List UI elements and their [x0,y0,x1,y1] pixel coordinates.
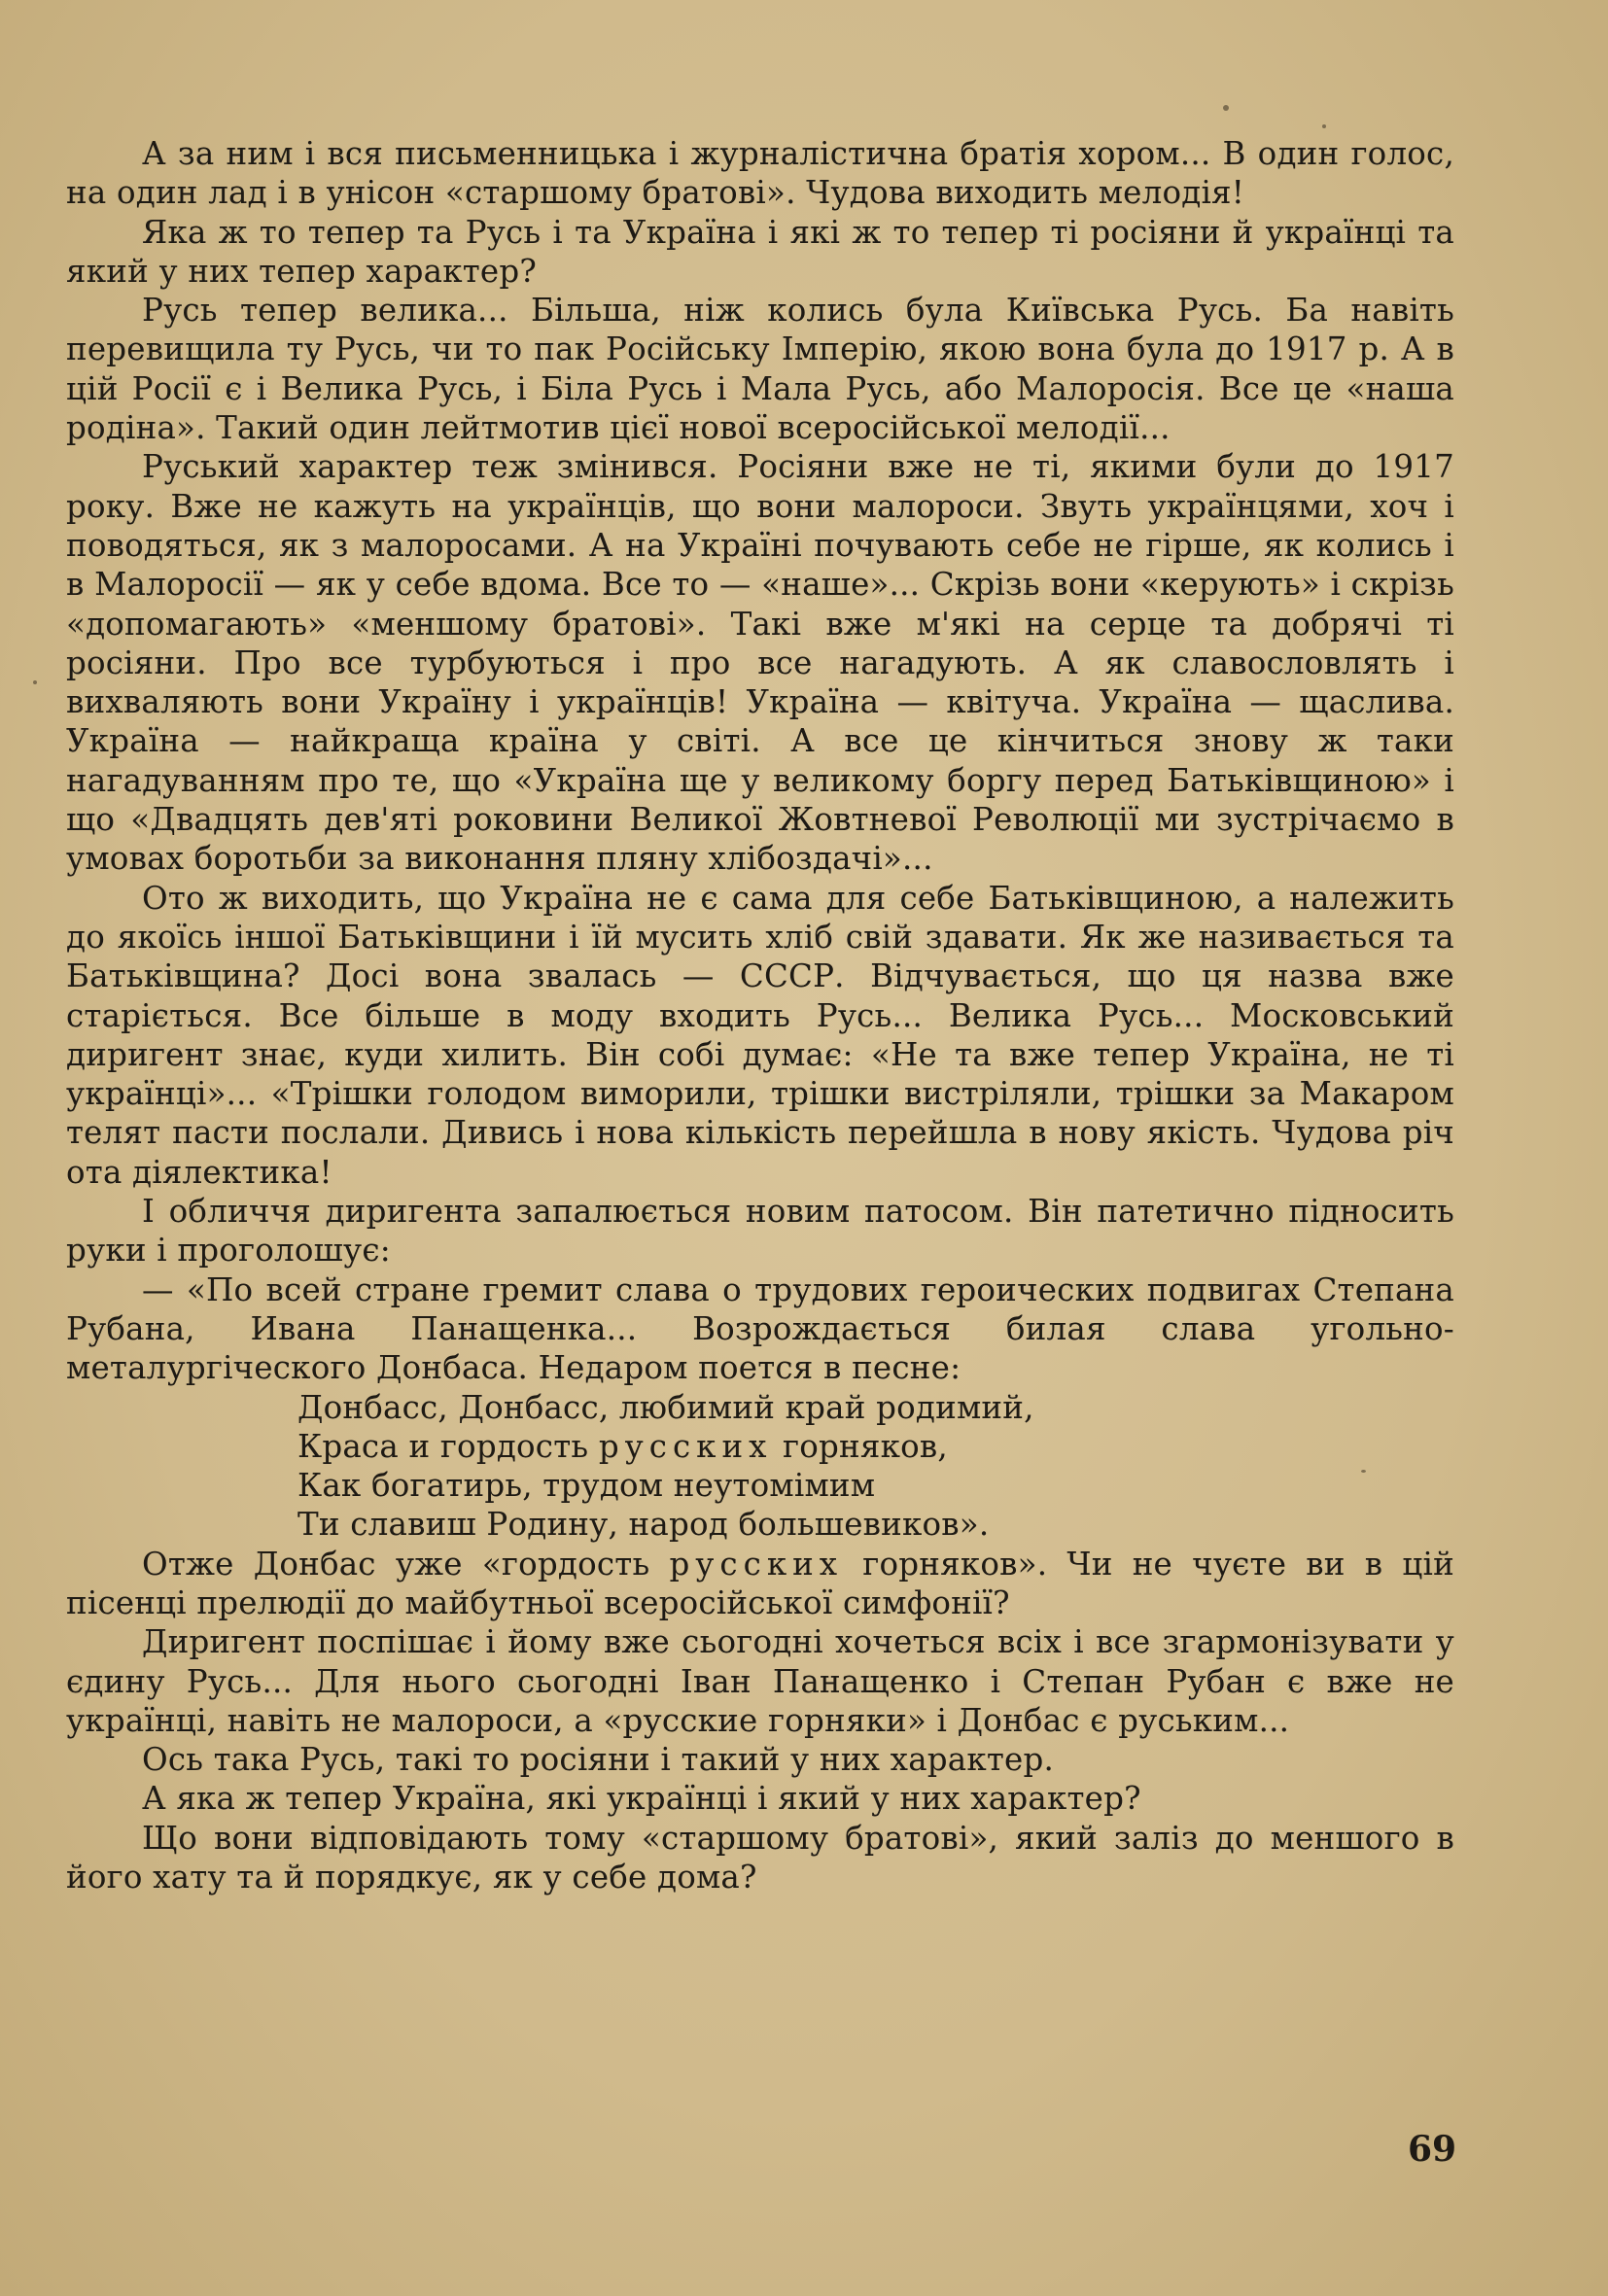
paragraph: Що вони відповідають тому «старшому братові», який заліз до меншого в його хату та й порядкує, як у себе дома? [66,1819,1454,1896]
paper-speck [1223,105,1229,111]
paragraph: А за ним і вся письменницька і журналістична братія хором... В один голос, на один лад і в унісон «старшому братові». Чудова виходить мелодія! [66,135,1454,212]
verse-line: Как богатирь, трудом неутомімим [297,1467,876,1505]
page-body [66,134,1454,1896]
paragraph: Ото ж виходить, що Україна не є сама для себе Батьківщиною, а належить до якоїсь іншої Батьківщини і їй мусить хліб свій здавати. Як же називається та Батьківщина? Досі вона звалась — СССР. Відчувається, що ця назва вже старіється. Все більше в моду входить Русь... Велика Русь... Московський диригент знає, куди хилить. Він собі думає: «Не та вже тепер Україна, не ті українці»... «Трішки голодом виморили, трішки вистріляли, трішки за Макаром телят пасти послали. Дивись і нова кількість перейшла в нову якість. Чудова річ ота діялектика! [66,879,1454,1191]
page-number: 69 [1408,2129,1457,2170]
paper-speck [1322,124,1326,128]
paper-speck [33,680,37,684]
paragraph: Яка ж то тепер та Русь і та Україна і які ж то тепер ті росіяни й українці та який у них тепер характер? [66,213,1454,290]
paragraph: Ось така Русь, такі то росіяни і такий у них характер. [142,1741,1055,1779]
paragraph: Отже Донбас уже «гордость русских горняков». Чи не чуєте ви в цій пісенці прелюдії до майбутньої всеросійської симфонії? [66,1545,1454,1621]
paragraph: А яка ж тепер Україна, які українці і який у них характер? [142,1780,1141,1818]
quote-paragraph: — «По всей стране гремит слава о трудових героических подвигах Степана Рубана, Ивана Панащенка... Возрождається билая слава угольно-металургіческого Донбаса. Недаром поется в песне: [66,1270,1454,1387]
verse-line: Краса и гордость русских горняков, [297,1427,948,1465]
paragraph: І обличчя диригента запалюється новим патосом. Він патетично підносить руки і проголошує: [66,1193,1454,1270]
paper-speck [1361,1470,1366,1473]
verse-line: Донбасс, Донбасс, любимий край родимий, [297,1388,1034,1426]
paragraph: Диригент поспішає і йому вже сьогодні хочеться всіх і все згармонізувати у єдину Русь... Для нього сьогодні Іван Панащенко і Степан Рубан є вже не українці, навіть не малороси, а «русские горняки» і Донбас є руським... [66,1623,1454,1739]
paragraph: Руський характер теж змінився. Росіяни вже не ті, якими були до 1917 року. Вже не кажуть на українців, що вони малороси. Звуть українцями, хоч і поводяться, як з малоросами. А на Україні почувають себе не гірше, як колись і в Малоросії — як у себе вдома. Все то — «наше»... Скрізь вони «керують» і скрізь «допомагають» «меншому братові». Такі вже м'які на серце та добрячі ті росіяни. Про все турбуються і про все нагадують. А як славословлять і вихваляють вони Україну і українців! Україна — квітуча. Україна — щаслива. Україна — найкраща країна у світі. А все це кінчиться знову ж таки нагадуванням про те, що «Україна ще у великому боргу перед Батьківщиною» і що «Двадцять дев'яті роковини Великої Жовтневої Революції ми зустрічаємо в умовах боротьби за виконання пляну хлібоздачі»... [66,448,1454,878]
verse-line: Ти славиш Родину, народ большевиков». [297,1506,990,1544]
song-verse [66,1388,1454,1545]
paragraph: Русь тепер велика... Більша, ніж колись була Київська Русь. Ба навіть перевищила ту Русь, чи то пак Російську Імперію, якою вона була до 1917 р. А в цій Росії є і Велика Русь, і Біла Русь і Мала Русь, або Малоросія. Все це «наша родіна». Такий один лейтмотив цієї нової всеросійської мелодії... [66,292,1454,447]
